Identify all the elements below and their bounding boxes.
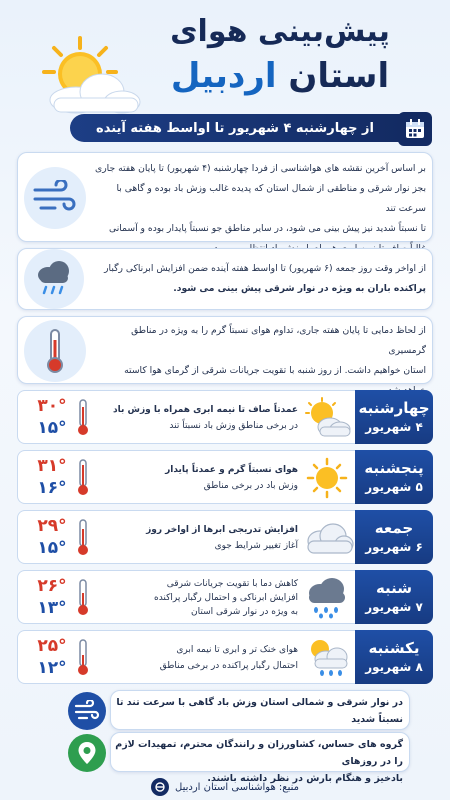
thermometer-icon [76,519,90,557]
max-temperature: ۳۰° [37,396,67,416]
day-name: جمعه [374,519,414,537]
day-label [355,390,433,444]
thermometer-icon [76,459,90,497]
wind-icon [68,692,106,730]
sun-rain-cloud-icon [300,637,354,679]
date-range-banner [70,114,400,142]
forecast-detail: آغاز تغییر شرایط جوی [214,541,298,551]
info-line: پراکنده باران به ویژه در نوار شرقی پیش بینی می شود. [173,283,426,294]
day-date: ۸ شهریور [365,660,423,674]
forecast-description: افزایش تدریجی ابرها از اواخر روز [146,525,298,535]
info-line: بجز نوار شرقی و مناطقی از شمال استان که پدیده غالب وزش باد بوده و گاهی با سرعت تند [116,183,426,214]
min-temperature: ۱۵° [37,538,67,558]
cloud-icon [300,517,354,559]
info-card-temperature [17,316,433,384]
day-date: ۵ شهریور [365,480,423,494]
source-footer [100,778,350,796]
max-temperature: ۲۶° [37,576,67,596]
wind-icon [24,167,86,229]
note-line: گروه های حساس، کشاورزان و رانندگان محترم، تمهیدات لازم را در روزهای [115,739,403,767]
title-accent: اردبیل [170,56,277,96]
source-text: منبع: هواشناسی استان اردبیل [175,781,299,793]
min-temperature: ۱۳° [37,598,67,618]
info-line: از لحاظ دمایی تا پایان هفته جاری، تداوم هوای نسبتاً گرم را به ویژه در مناطق گرمسیری [131,325,426,356]
forecast-detail: در برخی مناطق وزش باد نسبتاً تند [169,421,298,431]
thermometer-icon [24,320,86,382]
thermometer-icon [76,579,90,617]
forecast-row-wednesday [17,390,433,444]
info-card-rain [17,248,433,310]
meteorology-logo-icon [151,778,169,796]
day-date: ۴ شهریور [365,420,423,434]
sun-icon [300,457,354,499]
forecast-detail: افزایش ابرناکی و احتمال رگبار پراکنده [153,593,298,603]
day-name: شنبه [375,579,413,597]
day-name: چهارشنبه [358,399,430,417]
calendar-icon [398,112,432,146]
forecast-description: هوای خنک تر و ابری تا نیمه ابری [176,645,298,655]
max-temperature: ۳۱° [37,456,67,476]
forecast-row-sunday [17,630,433,684]
min-temperature: ۱۲° [37,658,67,678]
info-line: استان خواهیم داشت. از روز شنبه با تقویت جریانات شرقی از گرمای هوا کاسته [124,365,426,376]
day-label [355,570,433,624]
sun-cloud-icon [42,36,142,116]
day-label [355,450,433,504]
title-prefix: استان [288,56,390,96]
sun-cloud-icon [300,397,354,439]
day-name: پنجشنبه [364,459,424,477]
max-temperature: ۲۵° [37,636,67,656]
note-caution [110,732,410,784]
thermometer-icon [76,399,90,437]
location-pin-icon [68,734,106,772]
rain-cloud-icon [300,577,354,619]
forecast-row-saturday [17,570,433,624]
info-card-wind [17,152,433,242]
page-title: پیش‌بینی هوای [170,14,390,49]
info-line: از اواخر وقت روز جمعه (۶ شهریور) تا اواسط هفته آینده ضمن افزایش ابرناکی رگبار [104,263,426,274]
day-date: ۷ شهریور [365,600,423,614]
page-title-province [160,56,400,96]
min-temperature: ۱۵° [37,418,67,438]
date-range-text: از چهارشنبه ۴ شهریور تا اواسط هفته آینده [96,120,374,136]
forecast-detail: به ویژه در نوار شرقی استان [191,607,298,617]
forecast-row-thursday [17,450,433,504]
note-line: در نوار شرقی و شمالی استان وزش باد گاهی با سرعت تند تا نسبتاً شدید [116,697,403,725]
forecast-description: کاهش دما با تقویت جریانات شرقی [166,579,298,589]
thermometer-icon [76,639,90,677]
day-name: یکشنبه [368,639,420,657]
rain-cloud-icon [24,249,84,309]
note-line: بادخیز و هنگام بارش در نظر داشته باشند. [207,773,403,784]
day-date: ۶ شهریور [365,540,423,554]
forecast-description: هوای نسبتاً گرم و عمدتاً پایدار [165,465,298,475]
info-line: بر اساس آخرین نقشه های هواشناسی از فردا چهارشنبه (۴ شهریور) تا پایان هفته جاری [95,163,426,174]
info-line: تا نسبتاً شدید نیز پیش بینی می شود، در سایر مناطق جو نسبتاً پایدار بوده و آسمانی [109,223,426,234]
min-temperature: ۱۶° [37,478,67,498]
forecast-detail: وزش باد در برخی مناطق [203,481,298,491]
forecast-row-friday [17,510,433,564]
day-label [355,510,433,564]
note-wind-warning [110,690,410,730]
forecast-detail: احتمال رگبار پراکنده در برخی مناطق [159,661,298,671]
max-temperature: ۲۹° [37,516,67,536]
day-label [355,630,433,684]
forecast-description: عمدتاً صاف تا نیمه ابری همراه با وزش باد [113,405,298,415]
